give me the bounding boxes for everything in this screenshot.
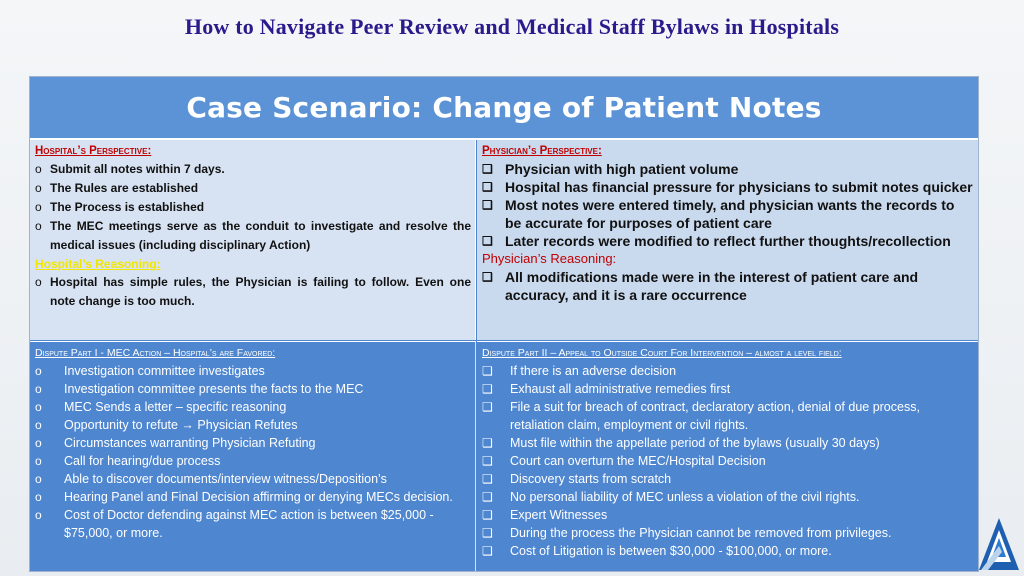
physician-perspective-header: Physician’s Perspective: [482, 145, 602, 157]
circle-bullet-icon: o [35, 472, 42, 486]
circle-bullet-icon: o [35, 490, 42, 504]
checkbox-bullet-icon: ❑ [482, 490, 493, 504]
list-item: o Investigation committee presents the facts to the MEC [35, 382, 364, 396]
list-item: o The MEC meetings serve as the conduit to investigate and resolve the medical issues (including disciplinary Action) [35, 219, 471, 252]
table-header-row [30, 77, 978, 140]
checkbox-bullet-icon: ❑ [482, 198, 493, 212]
dispute-part-1-header: Dispute Part I - MEC Action – Hospital’s are Favored: [35, 347, 276, 359]
list-item: o Hearing Panel and Final Decision affirming or denying MECs decision. [35, 490, 453, 504]
list-item: ❑ Exhaust all administrative remedies first [482, 382, 731, 396]
circle-bullet-icon: o [35, 454, 42, 468]
checkbox-bullet-icon: ❑ [482, 364, 493, 378]
triangle-logo-icon [978, 516, 1020, 572]
case-scenario-table [29, 76, 979, 572]
list-item: o Hospital has simple rules, the Physician is failing to follow. Even one note change is too much. [35, 275, 471, 308]
physician-perspective-list [482, 160, 974, 250]
list-item: ❑ Must file within the appellate period of the bylaws (usually 30 days) [482, 436, 880, 450]
checkbox-bullet-icon: ❑ [482, 400, 493, 414]
physician-reasoning-list [482, 268, 974, 304]
circle-bullet-icon: o [35, 418, 42, 432]
hospital-reasoning-header: Hospital’s Reasoning: [35, 257, 161, 271]
slide-heading: Case Scenario: Change of Patient Notes [186, 91, 822, 124]
checkbox-bullet-icon: ❑ [482, 436, 493, 450]
checkbox-bullet-icon: ❑ [482, 382, 493, 396]
circle-bullet-icon: o [35, 364, 42, 378]
list-item: ❑ File a suit for breach of contract, declaratory action, denial of due process, retaliation claim, employment or civil rights. [482, 400, 920, 432]
hospital-reasoning-list [35, 273, 471, 311]
page-title: How to Navigate Peer Review and Medical Staff Bylaws in Hospitals [184, 14, 840, 39]
hospital-perspective-list [35, 160, 471, 255]
checkbox-bullet-icon: ❑ [482, 180, 493, 194]
circle-bullet-icon: o [35, 275, 42, 289]
checkbox-bullet-icon: ❑ [482, 526, 493, 540]
dispute-part-1-list [35, 362, 469, 542]
list-item: o Opportunity to refute → Physician Refutes [35, 418, 298, 432]
list-item: ❑ During the process the Physician cannot be removed from privileges. [482, 526, 892, 540]
dispute-part-2-list [482, 362, 972, 560]
dispute-part-2-header: Dispute Part II – Appeal to Outside Court For Intervention – almost a level field: [482, 347, 842, 359]
dispute-part-1-cell [30, 341, 476, 571]
list-item: ❑ Expert Witnesses [482, 508, 608, 522]
circle-bullet-icon: o [35, 219, 42, 233]
list-item: ❑ Hospital has financial pressure for physicians to submit notes quicker [482, 179, 973, 195]
circle-bullet-icon: o [35, 400, 42, 414]
circle-bullet-icon: o [35, 200, 42, 214]
physician-perspective-cell [477, 140, 978, 340]
checkbox-bullet-icon: ❑ [482, 544, 493, 558]
checkbox-bullet-icon: ❑ [482, 508, 493, 522]
list-item: o MEC Sends a letter – specific reasoning [35, 400, 287, 414]
hospital-perspective-cell [30, 140, 476, 340]
list-item: ❑ Most notes were entered timely, and physician wants the records to be accurate for purposes of patient care [482, 197, 955, 231]
circle-bullet-icon: o [35, 436, 42, 450]
list-item: ❑ If there is an adverse decision [482, 364, 677, 378]
list-item: o Able to discover documents/interview witness/Deposition’s [35, 472, 387, 486]
list-item: ❑ No personal liability of MEC unless a violation of the civil rights. [482, 490, 860, 504]
physician-reasoning-header: Physician’s Reasoning: [482, 251, 617, 266]
checkbox-bullet-icon: ❑ [482, 454, 493, 468]
list-item: o The Rules are established [35, 179, 471, 198]
list-item: ❑ All modifications made were in the interest of patient care and accuracy, and it is a rare occurrence [482, 269, 919, 303]
dispute-part-2-cell [477, 341, 978, 571]
list-item: ❑ Court can overturn the MEC/Hospital Decision [482, 454, 766, 468]
checkbox-bullet-icon: ❑ [482, 162, 493, 176]
list-item: o Submit all notes within 7 days. [35, 160, 471, 179]
circle-bullet-icon: o [35, 181, 42, 195]
list-item: o Circumstances warranting Physician Refuting [35, 436, 316, 450]
list-item: ❑ Discovery starts from scratch [482, 472, 672, 486]
circle-bullet-icon: o [35, 162, 42, 176]
list-item: o The Process is established [35, 198, 471, 217]
checkbox-bullet-icon: ❑ [482, 472, 493, 486]
circle-bullet-icon: o [35, 508, 42, 522]
list-item: o Investigation committee investigates [35, 364, 265, 378]
hospital-perspective-header: Hospital’s Perspective: [35, 145, 152, 157]
checkbox-bullet-icon: ❑ [482, 270, 493, 284]
list-item: ❑ Later records were modified to reflect further thoughts/recollection [482, 233, 951, 249]
circle-bullet-icon: o [35, 382, 42, 396]
list-item: ❑ Cost of Litigation is between $30,000 - $100,000, or more. [482, 544, 832, 558]
list-item: o Call for hearing/due process [35, 454, 221, 468]
list-item: ❑ Physician with high patient volume [482, 161, 739, 177]
list-item: o Cost of Doctor defending against MEC action is between $25,000 - $75,000, or more. [35, 508, 434, 540]
checkbox-bullet-icon: ❑ [482, 234, 493, 248]
